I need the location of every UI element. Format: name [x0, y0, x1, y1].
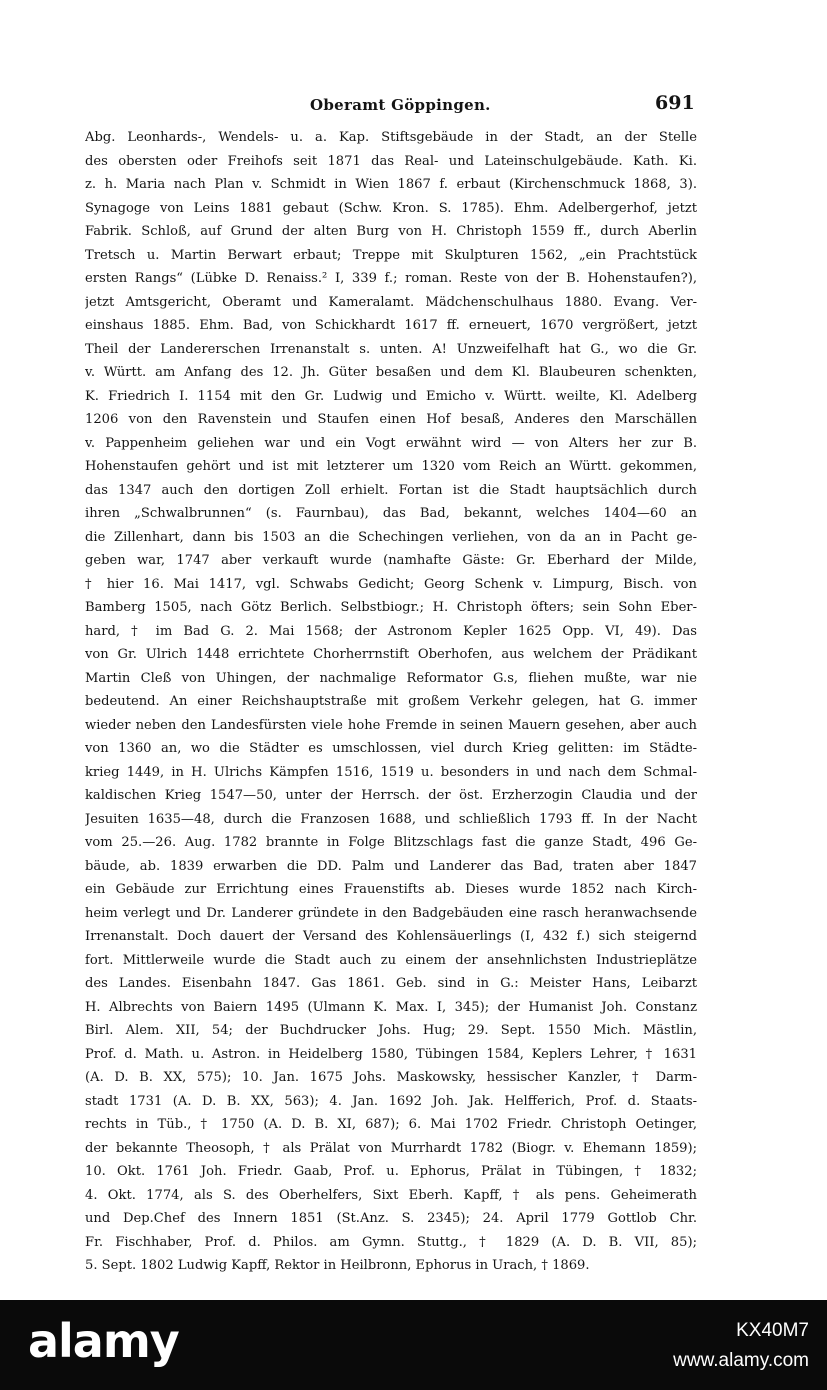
text-line: Birl. Alem. XII, 54; der Buchdrucker Johs. Hug; 29. Sept. 1550 Mich. Mästlin, [85, 1023, 697, 1038]
text-line: heim verlegt und Dr. Landerer gründete in den Badgebäuden eine rasch heranwachsende [85, 905, 697, 921]
page-number: 691 [655, 92, 695, 114]
text-line: Bamberg 1505, nach Götz Berlich. Selbstbiogr.; H. Christoph öfters; sein Sohn Eber- [85, 600, 697, 615]
text-line: Synagoge von Leins 1881 gebaut (Schw. Kron. S. 1785). Ehm. Adelbergerhof, jetzt [85, 200, 697, 216]
text-line: (A. D. B. XX, 575); 10. Jan. 1675 Johs. Maskowsky, hessischer Kanzler, † Darm- [85, 1070, 697, 1085]
text-line: einshaus 1885. Ehm. Bad, von Schickhardt 1617 ff. erneuert, 1670 vergrößert, jetzt [85, 318, 697, 333]
text-line: vom 25.—26. Aug. 1782 brannte in Folge Blitzschlags fast die ganze Stadt, 496 Ge- [85, 835, 697, 850]
image-id: KX40M7 [736, 1320, 809, 1341]
text-line: jetzt Amtsgericht, Oberamt und Kameralamt. Mädchenschulhaus 1880. Evang. Ver- [85, 294, 697, 310]
text-line: das 1347 auch den dortigen Zoll erhielt. Fortan ist die Stadt hauptsächlich durch [85, 482, 697, 498]
text-line: krieg 1449, in H. Ulrichs Kämpfen 1516, 1519 u. besonders in und nach dem Schmal- [85, 764, 697, 780]
text-line: Prof. d. Math. u. Astron. in Heidelberg 1580, Tübingen 1584, Keplers Lehrer, † 1631 [85, 1046, 697, 1062]
text-line: des obersten oder Freihofs seit 1871 das Real- und Lateinschulgebäude. Kath. Ki. [85, 153, 697, 169]
text-line: bedeutend. An einer Reichshauptstraße mit großem Verkehr gelegen, hat G. immer [85, 694, 697, 709]
text-line: Fr. Fischhaber, Prof. d. Philos. am Gymn. Stuttg., † 1829 (A. D. B. VII, 85); [85, 1234, 697, 1250]
text-line: Jesuiten 1635—48, durch die Franzosen 1688, und schließlich 1793 ff. In der Nacht [85, 811, 697, 827]
text-line: Tretsch u. Martin Berwart erbaut; Treppe mit Skulpturen 1562, „ein Prachtstück [85, 247, 697, 263]
watermark-url: www.alamy.com [673, 1350, 809, 1371]
text-line: fort. Mittlerweile wurde die Stadt auch zu einem der ansehnlichsten Industrieplätze [85, 952, 697, 968]
text-line: v. Pappenheim geliehen war und ein Vogt erwähnt wird — von Alters her zur B. [85, 435, 697, 451]
text-line: der bekannte Theosoph, † als Prälat von Murrhardt 1782 (Biogr. v. Ehemann 1859); [85, 1140, 697, 1156]
text-line: Hohenstaufen gehört und ist mit letzterer um 1320 vom Reich an Württ. gekommen, [85, 459, 697, 474]
text-line: von Gr. Ulrich 1448 errichtete Chorherrnstift Oberhofen, aus welchem der Prädikant [85, 647, 697, 662]
text-line: H. Albrechts von Baiern 1495 (Ulmann K. Max. I, 345); der Humanist Joh. Constanz [85, 999, 697, 1015]
text-line: † hier 16. Mai 1417, vgl. Schwabs Gedicht; Georg Schenk v. Limpurg, Bisch. von [85, 576, 697, 592]
text-line: ein Gebäude zur Errichtung eines Frauenstifts ab. Dieses wurde 1852 nach Kirch- [85, 882, 697, 897]
text-line: 4. Okt. 1774, als S. des Oberhelfers, Sixt Eberh. Kapff, † als pens. Geheimerath [85, 1187, 697, 1203]
alamy-logo: alamy [28, 1314, 179, 1368]
text-line: 5. Sept. 1802 Ludwig Kapff, Rektor in Heilbronn, Ephorus in Urach, † 1869. [85, 1258, 590, 1273]
text-line: von 1360 an, wo die Städter es umschlossen, viel durch Krieg gelitten: im Städte- [85, 741, 697, 756]
text-line: hard, † im Bad G. 2. Mai 1568; der Astronom Kepler 1625 Opp. VI, 49). Das [85, 623, 697, 639]
text-line: ihren „Schwalbrunnen“ (s. Faurnbau), das Bad, bekannt, welches 1404—60 an [85, 506, 697, 521]
text-line: die Zillenhart, dann bis 1503 an die Schechingen verliehen, von da an in Pacht ge- [85, 529, 697, 545]
text-line: ersten Rangs“ (Lübke D. Renaiss.² I, 339 f.; roman. Reste von der B. Hohenstaufen?), [85, 271, 697, 286]
watermark-bar [0, 1300, 827, 1390]
text-line: K. Friedrich I. 1154 mit den Gr. Ludwig und Emicho v. Württ. weilte, Kl. Adelberg [85, 388, 697, 404]
text-line: bäude, ab. 1839 erwarben die DD. Palm und Landerer das Bad, traten aber 1847 [85, 858, 697, 874]
text-line: kaldischen Krieg 1547—50, unter der Herrsch. der öst. Erzherzogin Claudia und der [85, 788, 697, 803]
text-line: stadt 1731 (A. D. B. XX, 563); 4. Jan. 1692 Joh. Jak. Helfferich, Prof. d. Staats- [85, 1093, 697, 1109]
text-line: Fabrik. Schloß, auf Grund der alten Burg von H. Christoph 1559 ff., durch Aberlin [85, 224, 697, 239]
body-text [85, 126, 697, 1278]
text-line: z. h. Maria nach Plan v. Schmidt in Wien 1867 f. erbaut (Kirchenschmuck 1868, 3). [85, 177, 697, 192]
text-line: v. Württ. am Anfang des 12. Jh. Güter besaßen und dem Kl. Blaubeuren schenkten, [85, 365, 697, 380]
text-line: 10. Okt. 1761 Joh. Friedr. Gaab, Prof. u. Ephorus, Prälat in Tübingen, † 1832; [85, 1164, 697, 1179]
text-line: und Dep.Chef des Innern 1851 (St.Anz. S. 2345); 24. April 1779 Gottlob Chr. [85, 1211, 697, 1226]
text-line: 1206 von den Ravenstein und Staufen einen Hof besaß, Anderes den Marschällen [85, 412, 697, 427]
running-head: Oberamt Göppingen. [310, 96, 491, 114]
text-line: Abg. Leonhards-, Wendels- u. a. Kap. Stiftsgebäude in der Stadt, an der Stelle [85, 130, 697, 145]
text-line: Irrenanstalt. Doch dauert der Versand des Kohlensäuerlings (I, 432 f.) sich steigernd [85, 929, 697, 944]
text-line: geben war, 1747 aber verkauft wurde (namhafte Gäste: Gr. Eberhard der Milde, [85, 553, 697, 568]
text-line: des Landes. Eisenbahn 1847. Gas 1861. Geb. sind in G.: Meister Hans, Leibarzt [85, 976, 697, 991]
text-line: rechts in Tüb., † 1750 (A. D. B. XI, 687); 6. Mai 1702 Friedr. Christoph Oetinger, [85, 1117, 697, 1132]
text-line: Theil der Landererschen Irrenanstalt s. unten. A! Unzweifelhaft hat G., wo die Gr. [85, 341, 697, 357]
text-line: Martin Cleß von Uhingen, der nachmalige Reformator G.s, fliehen mußte, war nie [85, 670, 697, 686]
text-line: wieder neben den Landesfürsten viele hohe Fremde in seinen Mauern gesehen, aber auch [85, 717, 697, 733]
